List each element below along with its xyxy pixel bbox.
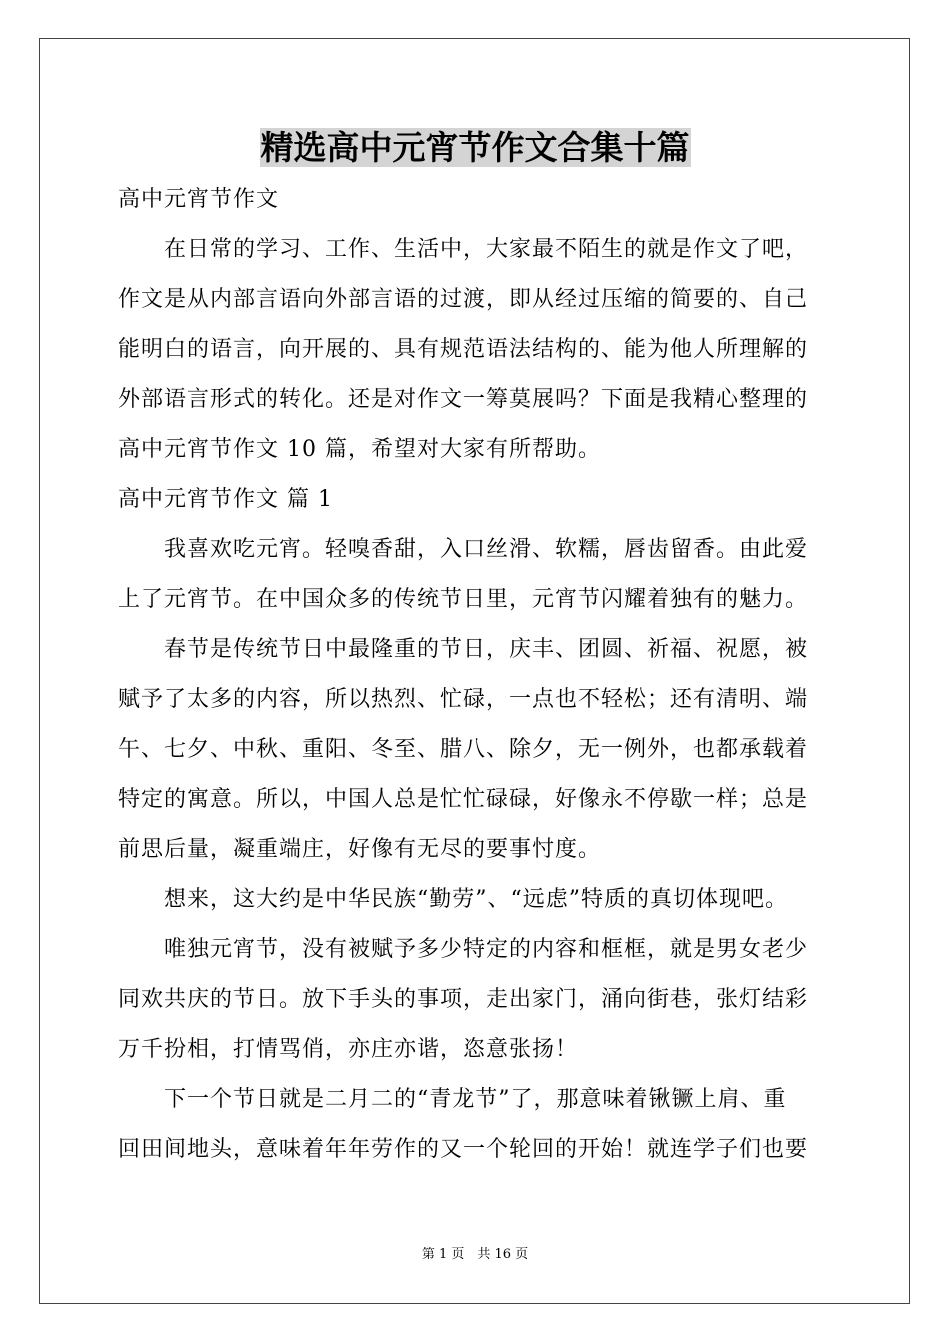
paragraph-line: 午、七夕、中秋、重阳、冬至、腊八、除夕，无一例外，也都承载着	[118, 737, 809, 762]
paragraph-line: 下一个节日就是二月二的“青龙节”了，那意味着锹镢上肩、重	[164, 1087, 787, 1112]
section-heading: 高中元宵节作文 篇 1	[118, 487, 333, 512]
paragraph-line: 上了元宵节。在中国众多的传统节日里，元宵节闪耀着独有的魅力。	[118, 587, 809, 612]
paragraph-line: 同欢共庆的节日。放下手头的事项，走出家门，涌向街巷，张灯结彩	[118, 987, 809, 1012]
page-number-footer: 第 1 页 共 16 页	[421, 1247, 529, 1262]
paragraph-line: 赋予了太多的内容，所以热烈、忙碌，一点也不轻松；还有清明、端	[118, 687, 809, 712]
paragraph-line: 唯独元宵节，没有被赋予多少特定的内容和框框，就是男女老少	[164, 937, 809, 962]
document-title: 精选高中元宵节作文合集十篇	[260, 128, 690, 167]
paragraph-line: 想来，这大约是中华民族“勤劳”、“远虑”特质的真切体现吧。	[164, 887, 788, 912]
paragraph-line: 高中元宵节作文 10 篇，希望对大家有所帮助。	[118, 437, 601, 462]
paragraph-line: 前思后量，凝重端庄，好像有无尽的要事忖度。	[118, 837, 602, 862]
paragraph-line: 春节是传统节日中最隆重的节日，庆丰、团圆、祈福、祝愿，被	[164, 637, 809, 662]
paragraph-line: 在日常的学习、工作、生活中，大家最不陌生的就是作文了吧，	[164, 237, 809, 262]
paragraph-line: 能明白的语言，向开展的、具有规范语法结构的、能为他人所理解的	[118, 337, 809, 362]
paragraph-line: 万千扮相，打情骂俏，亦庄亦谐，恣意张扬！	[118, 1037, 579, 1062]
paragraph-line: 外部语言形式的转化。还是对作文一筹莫展吗？下面是我精心整理的	[118, 387, 809, 412]
section-heading: 高中元宵节作文	[118, 187, 280, 212]
paragraph-line: 特定的寓意。所以，中国人总是忙忙碌碌，好像永不停歇一样；总是	[118, 787, 809, 812]
paragraph-line: 回田间地头，意味着年年劳作的又一个轮回的开始！就连学子们也要	[118, 1137, 809, 1162]
paragraph-line: 我喜欢吃元宵。轻嗅香甜，入口丝滑、软糯，唇齿留香。由此爱	[164, 537, 809, 562]
paragraph-line: 作文是从内部言语向外部言语的过渡，即从经过压缩的简要的、自己	[118, 287, 809, 312]
